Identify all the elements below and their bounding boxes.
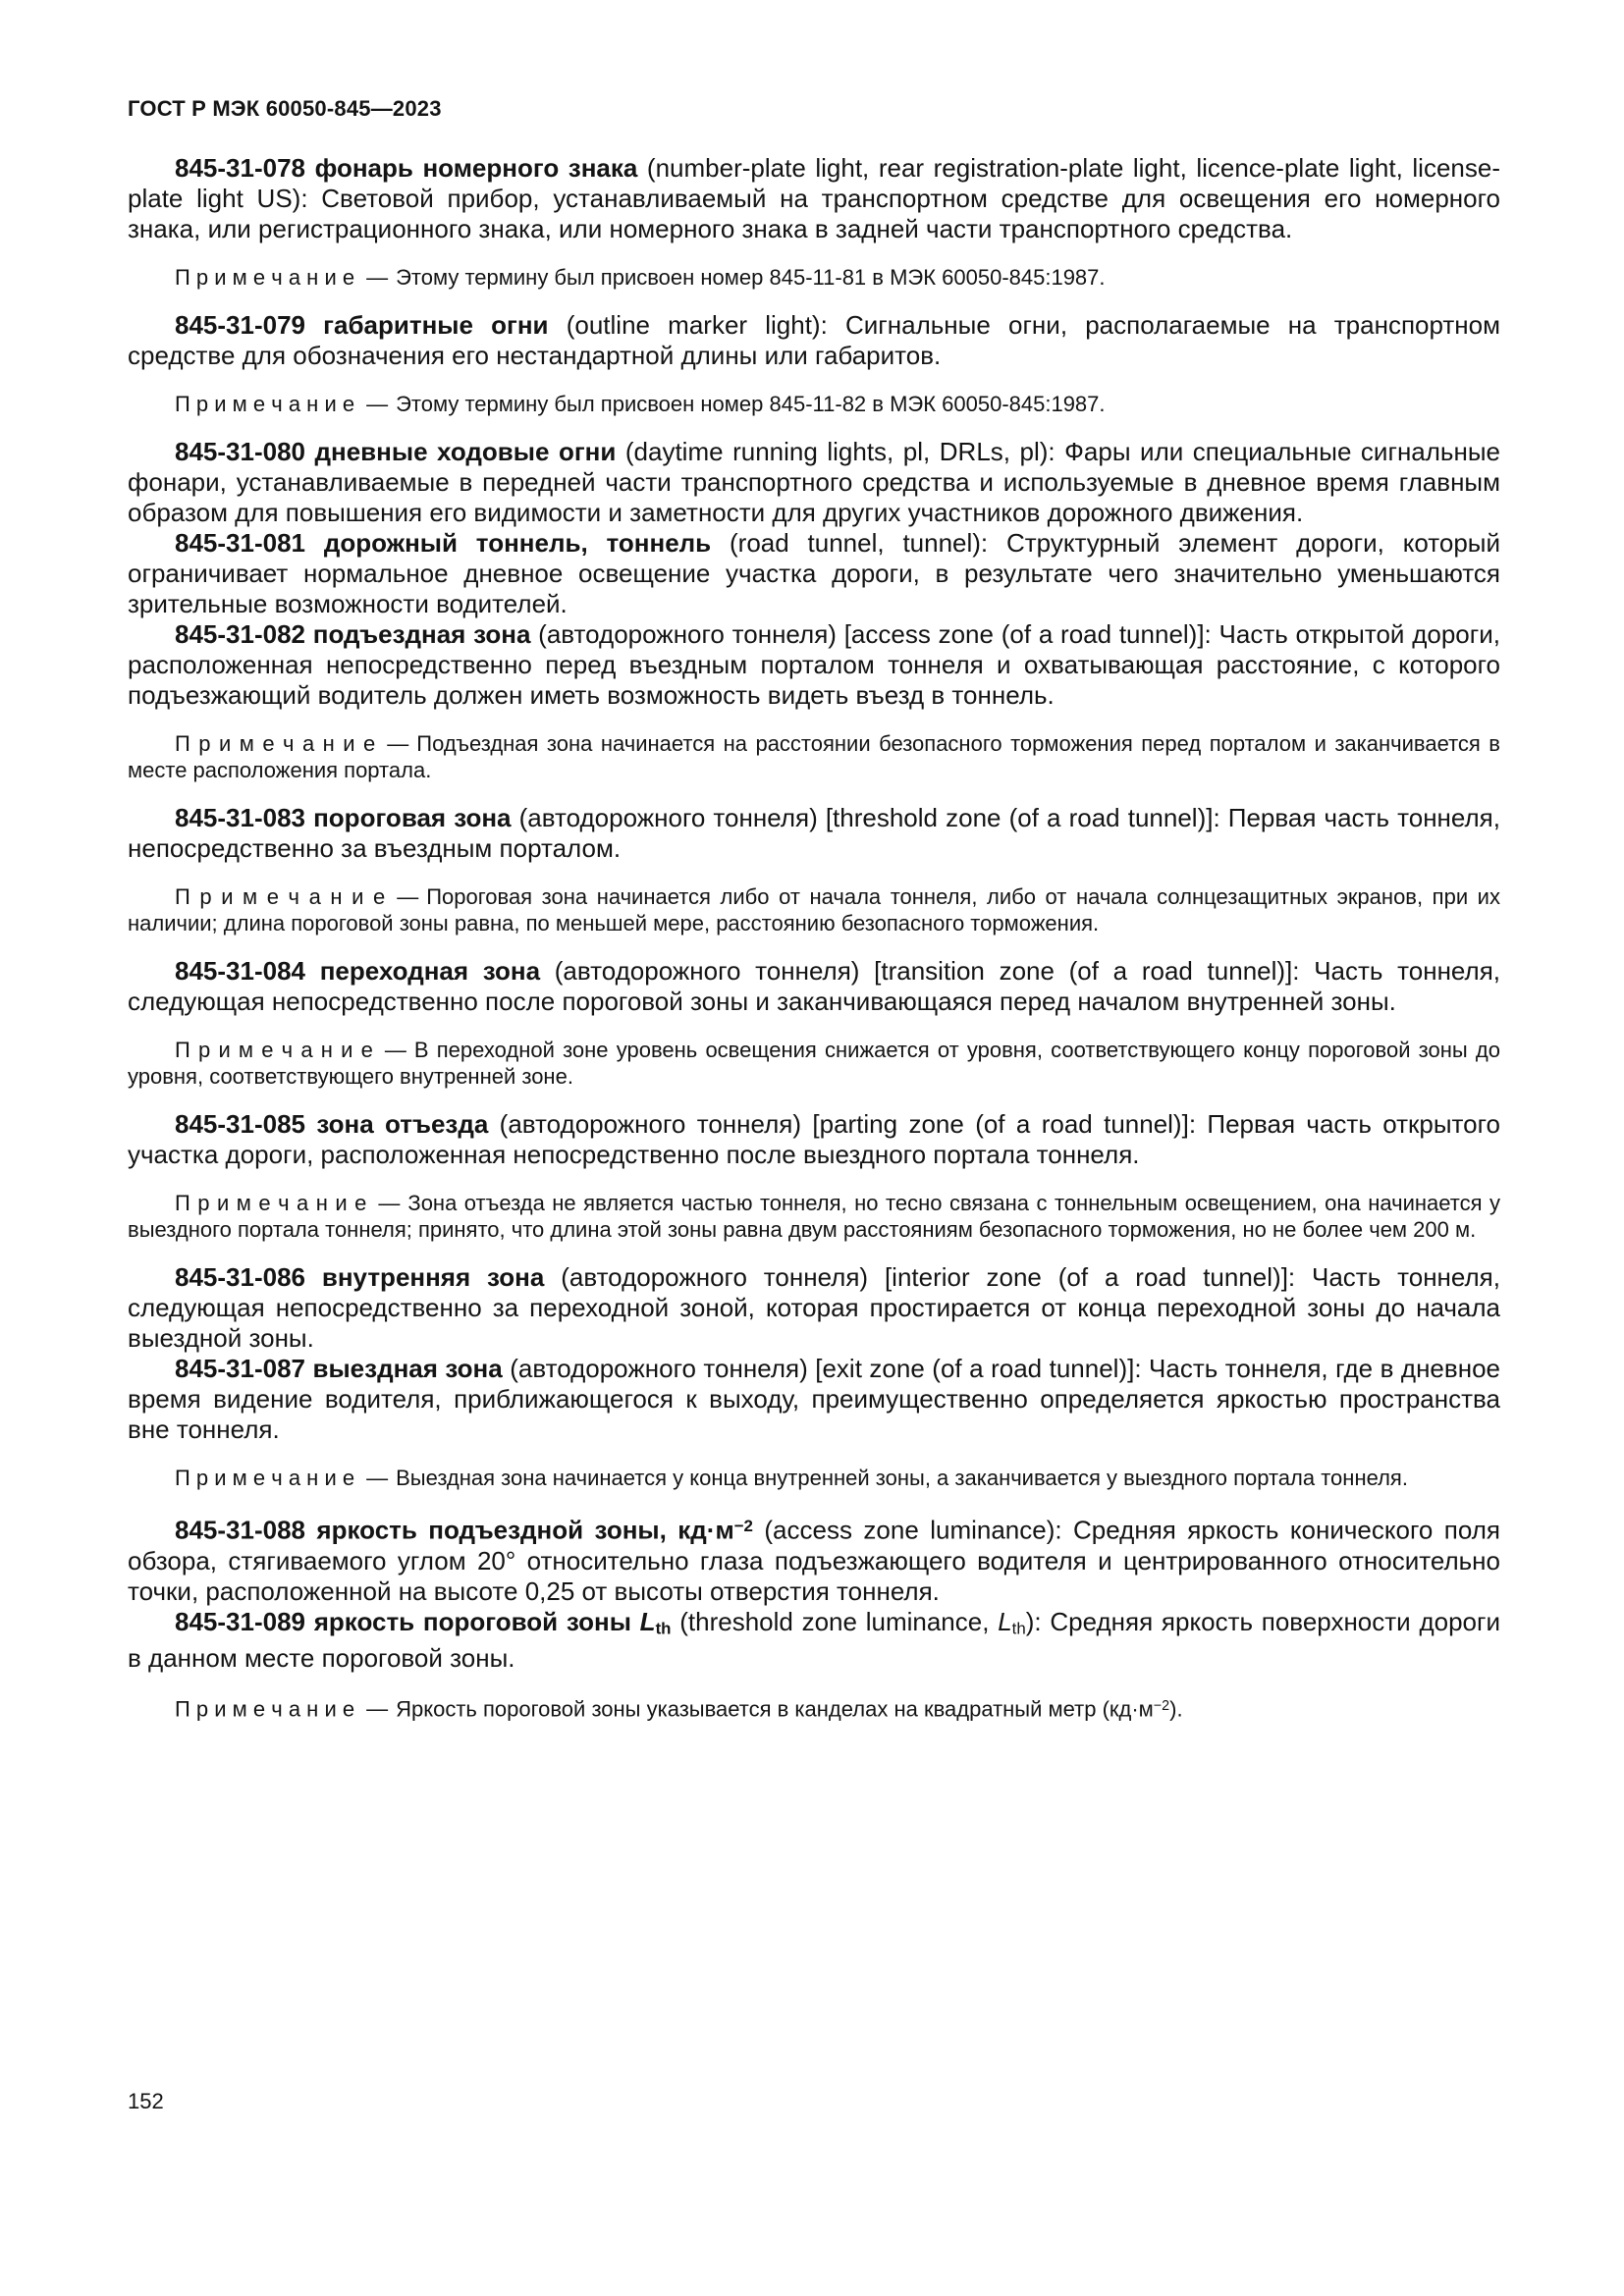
text-segment: L <box>998 1606 1012 1636</box>
note-dash: — <box>366 1696 389 1722</box>
note-paragraph <box>128 1693 1500 1722</box>
note-dash: — <box>384 1038 406 1062</box>
term-paragraph <box>128 619 1500 711</box>
note-dash: — <box>397 884 419 909</box>
note-paragraph <box>128 883 1500 936</box>
text-segment: 845-31-083 пороговая зона <box>175 803 512 832</box>
note-paragraph <box>128 1190 1500 1243</box>
text-segment: L <box>639 1606 656 1636</box>
document-header: ГОСТ Р МЭК 60050-845—2023 <box>128 96 442 121</box>
text-segment: (outline marker light): Сигнальные огни, располагаемые на транспортном средстве для обозначения его нестандартной длины или габаритов. <box>128 310 1500 370</box>
note-label: П р и м е ч а н и е <box>175 1696 355 1722</box>
text-segment: 845-31-080 дневные ходовые огни <box>175 437 617 466</box>
text-segment: (road tunnel, tunnel): Структурный элемент дороги, который ограничивает нормальное дневное освещение участка дороги, в результате чего значительно уменьшаются зрительные возможности водителей. <box>128 528 1500 618</box>
note-dash: — <box>366 392 389 416</box>
text-segment: (автодорожного тоннеля) [exit zone (of a road tunnel)]: Часть тоннеля, где в дневное время видение водителя, приближающегося к выходу, преимущественно определяется яркостью пространства вне тоннеля. <box>128 1354 1500 1444</box>
note-dash: — <box>387 731 409 756</box>
text-segment: 845-31-086 внутренняя зона <box>175 1262 545 1292</box>
note-label: П р и м е ч а н и е <box>175 1038 373 1062</box>
note-label: П р и м е ч а н и е <box>175 265 355 290</box>
note-paragraph <box>128 1465 1500 1491</box>
text-segment: ). <box>1169 1696 1183 1722</box>
text-segment: 845-31-079 габаритные огни <box>175 310 549 340</box>
text-segment: 845-31-078 фонарь номерного знака <box>175 153 638 183</box>
text-segment: −2 <box>733 1517 753 1535</box>
text-segment: Пороговая зона начинается либо от начала тоннеля, либо от начала солнцезащитных экранов, при их наличии; длина пороговой зоны равна, по меньшей мере, расстоянию безопасного торможения. <box>128 884 1500 935</box>
term-paragraph <box>128 1607 1500 1674</box>
term-paragraph <box>128 956 1500 1017</box>
note-label: П р и м е ч а н и е <box>175 731 376 756</box>
text-segment: ): Средняя яркость поверхности дороги в данном месте пороговой зоны. <box>128 1606 1500 1673</box>
term-paragraph <box>128 1354 1500 1445</box>
text-segment: (access zone luminance): Средняя яркость конического поля обзора, стягиваемого углом 20° относительно глаза подъезжающего водителя и центрированного относительно точки, расположенной на высоте 0,25 от высоты отверстия тоннеля. <box>128 1515 1500 1606</box>
text-segment: 845-31-087 выездная зона <box>175 1354 503 1383</box>
text-segment: (daytime running lights, pl, DRLs, pl): Фары или специальные сигнальные фонари, устанавливаемые в передней части транспортного средства и используемые в дневное время главным образом для повышения его видимости и заметности для других участников дорожного движения. <box>128 437 1500 527</box>
text-segment: 845-31-085 зона отъезда <box>175 1109 489 1139</box>
note-label: П р и м е ч а н и е <box>175 1466 355 1490</box>
text-segment: Зона отъезда не является частью тоннеля, но тесно связана с тоннельным освещением, она начинается у выездного портала тоннеля; принято, что длина этой зоны равна двум расстояниям безопасного торможения, но не более чем 200 м. <box>128 1191 1500 1242</box>
term-paragraph <box>128 803 1500 864</box>
term-paragraph <box>128 1511 1500 1607</box>
term-paragraph <box>128 1109 1500 1170</box>
text-segment: 845-31-082 подъездная зона <box>175 619 531 649</box>
text-segment: Подъездная зона начинается на расстоянии безопасного торможения перед порталом и заканчивается в месте расположения портала. <box>128 731 1500 782</box>
text-segment: (автодорожного тоннеля) [access zone (of a road tunnel)]: Часть открытой дороги, расположенная непосредственно перед въездным порталом тоннеля и охватывающая расстояние, с которого подъезжающий водитель должен иметь возможность видеть въезд в тоннель. <box>128 619 1500 710</box>
term-paragraph <box>128 528 1500 619</box>
term-paragraph <box>128 310 1500 371</box>
text-segment: Этому термину был присвоен номер 845-11-81 в МЭК 60050-845:1987. <box>396 265 1106 290</box>
text-segment: Выездная зона начинается у конца внутренней зоны, а заканчивается у выездного портала тоннеля. <box>396 1466 1408 1490</box>
text-segment: (автодорожного тоннеля) [transition zone (of a road tunnel)]: Часть тоннеля, следующая непосредственно после пороговой зоны и заканчивающаяся перед началом внутренней зоны. <box>128 956 1500 1016</box>
note-paragraph <box>128 391 1500 417</box>
text-segment: th <box>1011 1618 1026 1637</box>
note-paragraph <box>128 264 1500 291</box>
note-paragraph <box>128 730 1500 783</box>
text-segment: −2 <box>1153 1697 1170 1714</box>
text-segment: 845-31-081 дорожный тоннель, тоннель <box>175 528 712 558</box>
text-segment: Этому термину был присвоен номер 845-11-82 в МЭК 60050-845:1987. <box>396 392 1106 416</box>
term-paragraph <box>128 153 1500 244</box>
text-segment: 845-31-084 переходная зона <box>175 956 541 986</box>
page-number: 152 <box>128 2089 164 2113</box>
text-segment: th <box>655 1618 672 1637</box>
text-segment: (threshold zone luminance, <box>671 1606 999 1636</box>
note-dash: — <box>378 1191 401 1215</box>
text-segment: 845-31-088 яркость подъездной зоны, кд·м <box>175 1515 734 1545</box>
text-segment: (автодорожного тоннеля) [parting zone (of a road tunnel)]: Первая часть открытого участка дороги, расположенная непосредственно после выездного портала тоннеля. <box>128 1109 1500 1169</box>
text-segment: Яркость пороговой зоны указывается в канделах на квадратный метр (кд·м <box>396 1696 1154 1722</box>
text-segment: (автодорожного тоннеля) [interior zone (of a road tunnel)]: Часть тоннеля, следующая непосредственно за переходной зоной, которая простирается от конца переходной зоны до начала выездной зоны. <box>128 1262 1500 1353</box>
text-segment: 845-31-089 яркость пороговой зоны <box>175 1606 640 1636</box>
term-paragraph <box>128 1262 1500 1354</box>
text-segment: (number-plate light, rear registration-plate light, licence-plate light, license-plate light US): Световой прибор, устанавливаемый на транспортном средстве для освещения его номерного знака, или регистрационного знака, или номерного знака в задней части транспортного средства. <box>128 153 1500 243</box>
note-label: П р и м е ч а н и е <box>175 1191 367 1215</box>
text-segment: В переходной зоне уровень освещения снижается от уровня, соответствующего концу пороговой зоны до уровня, соответствующего внутренней зоне. <box>128 1038 1500 1089</box>
note-dash: — <box>366 265 389 290</box>
note-label: П р и м е ч а н и е <box>175 392 355 416</box>
note-dash: — <box>366 1466 389 1490</box>
text-segment: (автодорожного тоннеля) [threshold zone (of a road tunnel)]: Первая часть тоннеля, непосредственно за въездным порталом. <box>128 803 1500 863</box>
note-paragraph <box>128 1037 1500 1090</box>
document-body <box>128 153 1500 1722</box>
note-label: П р и м е ч а н и е <box>175 884 386 909</box>
term-paragraph <box>128 437 1500 528</box>
